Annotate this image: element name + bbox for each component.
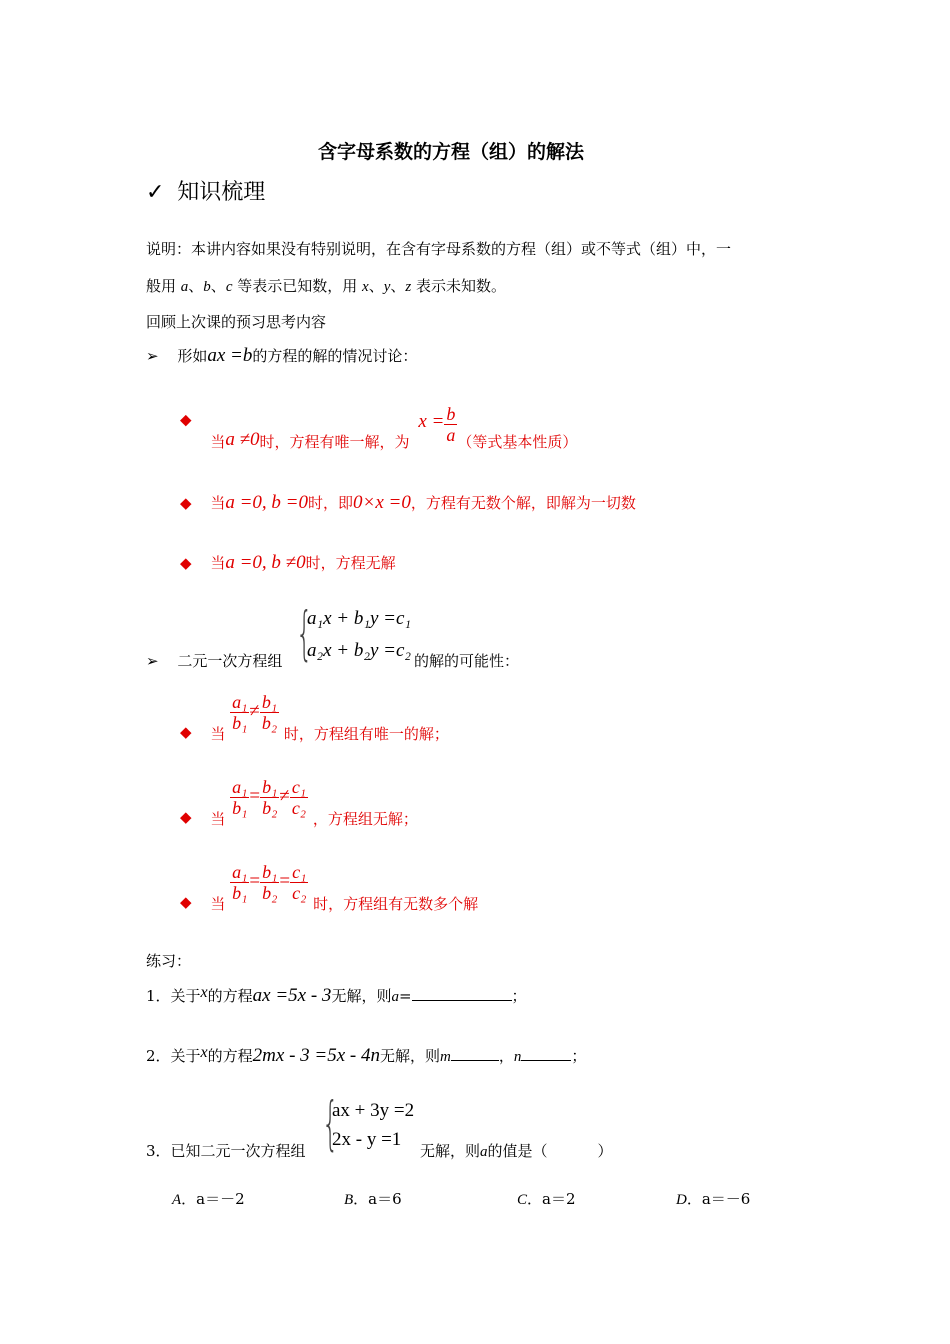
equation-ax-b: ax =b [207, 345, 253, 366]
question-2: 2．关于x的方程2mx - 3 =5x - 4n无解，则m ，n ； [146, 1044, 587, 1066]
answer-blank[interactable] [412, 1000, 512, 1001]
intro-line-1: 说明：本讲内容如果没有特别说明，在含有字母系数的方程（组）或不等式（组）中，一 [146, 240, 732, 258]
option-d[interactable]: D．a＝－6 [676, 1190, 751, 1208]
diamond-bullet-icon: ◆ [180, 410, 192, 429]
section-heading [146, 175, 265, 206]
system-brace-q3: { [322, 1089, 339, 1157]
page-title: 含字母系数的方程（组）的解法 [318, 141, 585, 163]
option-c[interactable]: C．a＝2 [517, 1190, 576, 1208]
q3-eq1: ax + 3y =2 [332, 1100, 415, 1121]
question-1: 1．关于x的方程ax =5x - 3无解，则a= ； [146, 984, 527, 1006]
system-brace: { [296, 599, 313, 667]
section-heading-text: 知识梳理 [177, 180, 266, 205]
part1-line: ➢ 形如ax =b的方程的解的情况讨论： [146, 345, 418, 366]
system-case1-row: ◆ 当 $\frac{\text{a₁}}{\text{b₁}}$ ≠ $\frac{\text{b₁}}{\text{b₂}}$ 时，方程组有唯一的解； [180, 692, 449, 743]
system-case3-row: ◆ 当 $\frac{\text{a₁}}{\text{b₁}}$ = $\frac{\text{b₁}}{\text{b₂}}$ = $\frac{\text{c₁}}{\text{c₂}}$ 时，方程组有无数多个解 [180, 862, 479, 913]
diamond-bullet-icon: ◆ [180, 892, 192, 911]
arrow-bullet-icon: ➢ [146, 652, 159, 670]
q3-eq2: 2x - y =1 [332, 1129, 402, 1150]
solution-fraction: $\frac{b}{a}$ [446, 404, 456, 445]
intro-line-2: 般用 a、b、c 等表示已知数，用 x、y、z 表示未知数。 [146, 277, 507, 295]
arrow-bullet-icon: ➢ [146, 347, 159, 365]
intro-line-3: 回顾上次课的预习思考内容 [146, 313, 327, 331]
option-b[interactable]: B．a＝6 [344, 1190, 402, 1208]
case3-row: ◆ 当a =0, b ≠0时，方程无解 [180, 552, 396, 573]
option-a[interactable]: A．a＝－2 [172, 1190, 245, 1208]
case1-row: ◆ 当a ≠0时，方程有唯一解，为 x = $\frac{b}{a}$ （等式基本性质） [180, 404, 578, 451]
answer-blank-m[interactable] [451, 1060, 499, 1061]
answer-blank-n[interactable] [521, 1060, 571, 1061]
part2-line: ➢ 二元一次方程组 [146, 652, 283, 670]
diamond-bullet-icon: ◆ [180, 807, 192, 826]
diamond-bullet-icon: ◆ [180, 494, 192, 512]
system-eq2: a₂x + b₂y =c₂ [307, 640, 412, 661]
diamond-bullet-icon: ◆ [180, 722, 192, 741]
question-3-tail: 无解，则a的值是（ ） [420, 1142, 613, 1160]
practice-label: 练习： [146, 952, 192, 970]
system-eq1: a₁x + b₁y =c₁ [307, 608, 412, 629]
question-3-prefix: 3．已知二元一次方程组 [146, 1142, 306, 1160]
case2-row: ◆ 当a =0, b =0时，即0×x =0，方程有无数个解，即解为一切数 [180, 492, 636, 513]
part2-suffix: 的解的可能性： [414, 652, 520, 670]
diamond-bullet-icon: ◆ [180, 554, 192, 572]
check-icon: ✓ [146, 180, 165, 205]
system-case2-row: ◆ 当 $\frac{\text{a₁}}{\text{b₁}}$ = $\frac{\text{b₁}}{\text{b₂}}$ ≠ $\frac{\text{c₁}}{\text{c₂}}$ ，方程组无解； [180, 777, 418, 828]
